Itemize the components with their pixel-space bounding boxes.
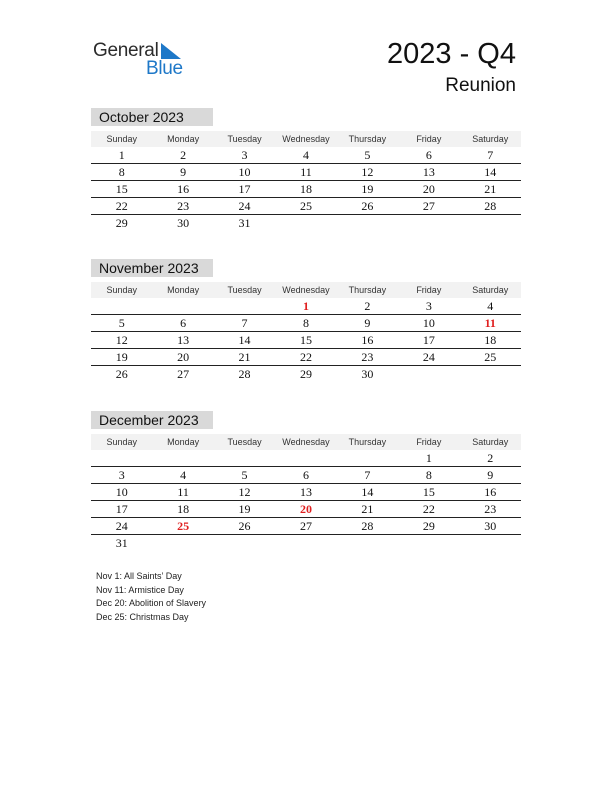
month-december <box>91 411 521 551</box>
day-cell: 29 <box>422 519 435 533</box>
weekday-label: Thursday <box>348 437 387 447</box>
day-cell: 15 <box>115 182 128 196</box>
day-cell: 20 <box>177 350 190 364</box>
weekday-label: Monday <box>167 437 200 447</box>
day-cell <box>214 450 275 466</box>
holiday-day-cell: 11 <box>484 316 496 330</box>
day-cell: 24 <box>422 350 435 364</box>
day-cell: 23 <box>484 502 497 516</box>
weekday-label: Wednesday <box>282 285 330 295</box>
day-cell: 2 <box>487 451 494 465</box>
day-cell: 9 <box>487 468 494 482</box>
day-cell <box>214 535 275 551</box>
day-cell: 10 <box>238 165 251 179</box>
holiday-day-cell: 20 <box>299 502 312 516</box>
week-row <box>91 501 521 518</box>
day-cell: 17 <box>238 182 251 196</box>
day-cell: 10 <box>422 316 435 330</box>
day-cell <box>91 298 152 314</box>
week-row <box>91 332 521 349</box>
day-cell: 19 <box>238 502 251 516</box>
day-cell: 14 <box>484 165 497 179</box>
day-cell: 9 <box>180 165 187 179</box>
day-cell: 8 <box>302 316 309 330</box>
day-cell: 23 <box>177 199 190 213</box>
day-cell: 25 <box>299 199 312 213</box>
day-cell: 4 <box>180 468 187 482</box>
day-cell: 21 <box>238 350 251 364</box>
day-cell: 29 <box>115 216 128 230</box>
day-cell: 18 <box>177 502 190 516</box>
weekday-header-row <box>91 131 521 147</box>
day-cell: 2 <box>180 148 187 162</box>
day-cell <box>152 450 213 466</box>
day-cell: 1 <box>118 148 125 162</box>
day-cell: 14 <box>361 485 374 499</box>
day-cell <box>460 215 521 231</box>
week-row <box>91 298 521 315</box>
week-row <box>91 164 521 181</box>
day-cell: 26 <box>238 519 251 533</box>
holiday-note: Dec 25: Christmas Day <box>96 611 189 622</box>
logo <box>93 40 193 80</box>
day-cell: 3 <box>118 468 125 482</box>
day-cell <box>398 366 459 382</box>
day-cell: 13 <box>422 165 435 179</box>
week-row <box>91 198 521 215</box>
day-cell: 7 <box>487 148 494 162</box>
week-row <box>91 450 521 467</box>
weekday-label: Sunday <box>106 285 137 295</box>
day-cell <box>275 215 336 231</box>
day-cell: 21 <box>484 182 497 196</box>
day-cell: 3 <box>241 148 248 162</box>
day-cell: 13 <box>177 333 190 347</box>
month-label: December 2023 <box>91 411 213 429</box>
day-cell: 14 <box>238 333 251 347</box>
day-cell <box>460 366 521 382</box>
page-title: 2023 - Q4 <box>387 38 516 70</box>
day-cell: 12 <box>238 485 251 499</box>
weekday-label: Sunday <box>106 134 137 144</box>
day-cell: 5 <box>118 316 125 330</box>
day-cell: 28 <box>361 519 374 533</box>
day-cell: 15 <box>422 485 435 499</box>
day-cell: 4 <box>487 299 494 313</box>
weekday-label: Thursday <box>348 285 387 295</box>
day-cell: 12 <box>115 333 128 347</box>
month-label: November 2023 <box>91 259 213 277</box>
day-cell: 31 <box>115 536 128 550</box>
holiday-note: Nov 11: Armistice Day <box>96 584 184 595</box>
day-cell: 18 <box>484 333 497 347</box>
weekday-label: Sunday <box>106 437 137 447</box>
weekday-label: Wednesday <box>282 437 330 447</box>
day-cell: 1 <box>425 451 432 465</box>
day-cell: 7 <box>364 468 371 482</box>
holiday-day-cell: 25 <box>177 519 190 533</box>
day-cell: 16 <box>177 182 190 196</box>
day-cell <box>152 298 213 314</box>
day-cell <box>460 535 521 551</box>
day-cell: 16 <box>361 333 374 347</box>
day-cell: 21 <box>361 502 374 516</box>
day-cell: 22 <box>299 350 312 364</box>
day-cell: 30 <box>361 367 374 381</box>
day-cell: 12 <box>361 165 374 179</box>
week-row <box>91 366 521 382</box>
weekday-label: Saturday <box>472 437 509 447</box>
day-cell: 5 <box>241 468 248 482</box>
weekday-label: Monday <box>167 285 200 295</box>
weekday-label: Friday <box>416 134 442 144</box>
day-cell: 6 <box>425 148 432 162</box>
week-row <box>91 467 521 484</box>
day-cell: 26 <box>115 367 128 381</box>
weekday-label: Thursday <box>348 134 387 144</box>
day-cell: 11 <box>177 485 189 499</box>
day-cell: 7 <box>241 316 248 330</box>
day-cell <box>398 535 459 551</box>
weekday-header-row <box>91 282 521 298</box>
region-name: Reunion <box>445 75 516 96</box>
weekday-label: Friday <box>416 437 442 447</box>
weekday-label: Friday <box>416 285 442 295</box>
day-cell <box>275 535 336 551</box>
month-october <box>91 108 521 231</box>
day-cell: 18 <box>299 182 312 196</box>
day-cell: 29 <box>299 367 312 381</box>
day-cell: 23 <box>361 350 374 364</box>
day-cell: 27 <box>422 199 435 213</box>
weekday-label: Saturday <box>472 285 509 295</box>
month-november <box>91 259 521 382</box>
weekday-label: Tuesday <box>227 437 262 447</box>
day-cell: 11 <box>300 165 312 179</box>
logo-word-blue: Blue <box>146 58 183 79</box>
week-row <box>91 215 521 231</box>
day-cell: 27 <box>299 519 312 533</box>
day-cell: 10 <box>115 485 128 499</box>
day-cell <box>337 215 398 231</box>
weekday-label: Tuesday <box>227 134 262 144</box>
month-label: October 2023 <box>91 108 213 126</box>
day-cell <box>398 215 459 231</box>
week-row <box>91 315 521 332</box>
weekday-label: Monday <box>167 134 200 144</box>
day-cell <box>152 535 213 551</box>
weekday-label: Saturday <box>472 134 509 144</box>
day-cell: 27 <box>177 367 190 381</box>
holiday-day-cell: 1 <box>302 299 309 313</box>
day-cell: 19 <box>361 182 374 196</box>
day-cell: 20 <box>422 182 435 196</box>
day-cell: 13 <box>299 485 312 499</box>
day-cell: 4 <box>302 148 309 162</box>
weekday-label: Wednesday <box>282 134 330 144</box>
day-cell: 17 <box>115 502 128 516</box>
day-cell: 31 <box>238 216 251 230</box>
day-cell: 6 <box>302 468 309 482</box>
day-cell: 5 <box>364 148 371 162</box>
day-cell: 28 <box>484 199 497 213</box>
day-cell <box>337 450 398 466</box>
day-cell: 16 <box>484 485 497 499</box>
week-row <box>91 535 521 551</box>
day-cell: 28 <box>238 367 251 381</box>
day-cell: 22 <box>115 199 128 213</box>
day-cell: 24 <box>238 199 251 213</box>
day-cell <box>275 450 336 466</box>
weekday-label: Tuesday <box>227 285 262 295</box>
day-cell <box>91 450 152 466</box>
week-row <box>91 349 521 366</box>
day-cell <box>214 298 275 314</box>
day-cell <box>337 535 398 551</box>
day-cell: 19 <box>115 350 128 364</box>
day-cell: 30 <box>177 216 190 230</box>
day-cell: 30 <box>484 519 497 533</box>
day-cell: 22 <box>422 502 435 516</box>
day-cell: 6 <box>180 316 187 330</box>
holiday-note: Nov 1: All Saints’ Day <box>96 571 182 581</box>
week-row <box>91 181 521 198</box>
week-row <box>91 147 521 164</box>
day-cell: 2 <box>364 299 371 313</box>
day-cell: 8 <box>118 165 125 179</box>
day-cell: 3 <box>425 299 432 313</box>
holiday-notes <box>96 570 206 624</box>
week-row <box>91 484 521 501</box>
holiday-note: Dec 20: Abolition of Slavery <box>96 598 207 608</box>
day-cell: 15 <box>299 333 312 347</box>
logo-word-general: General <box>93 40 159 61</box>
day-cell: 24 <box>115 519 128 533</box>
day-cell: 17 <box>422 333 435 347</box>
day-cell: 8 <box>425 468 432 482</box>
day-cell: 25 <box>484 350 497 364</box>
week-row <box>91 518 521 535</box>
day-cell: 9 <box>364 316 371 330</box>
weekday-header-row <box>91 434 521 450</box>
day-cell: 26 <box>361 199 374 213</box>
